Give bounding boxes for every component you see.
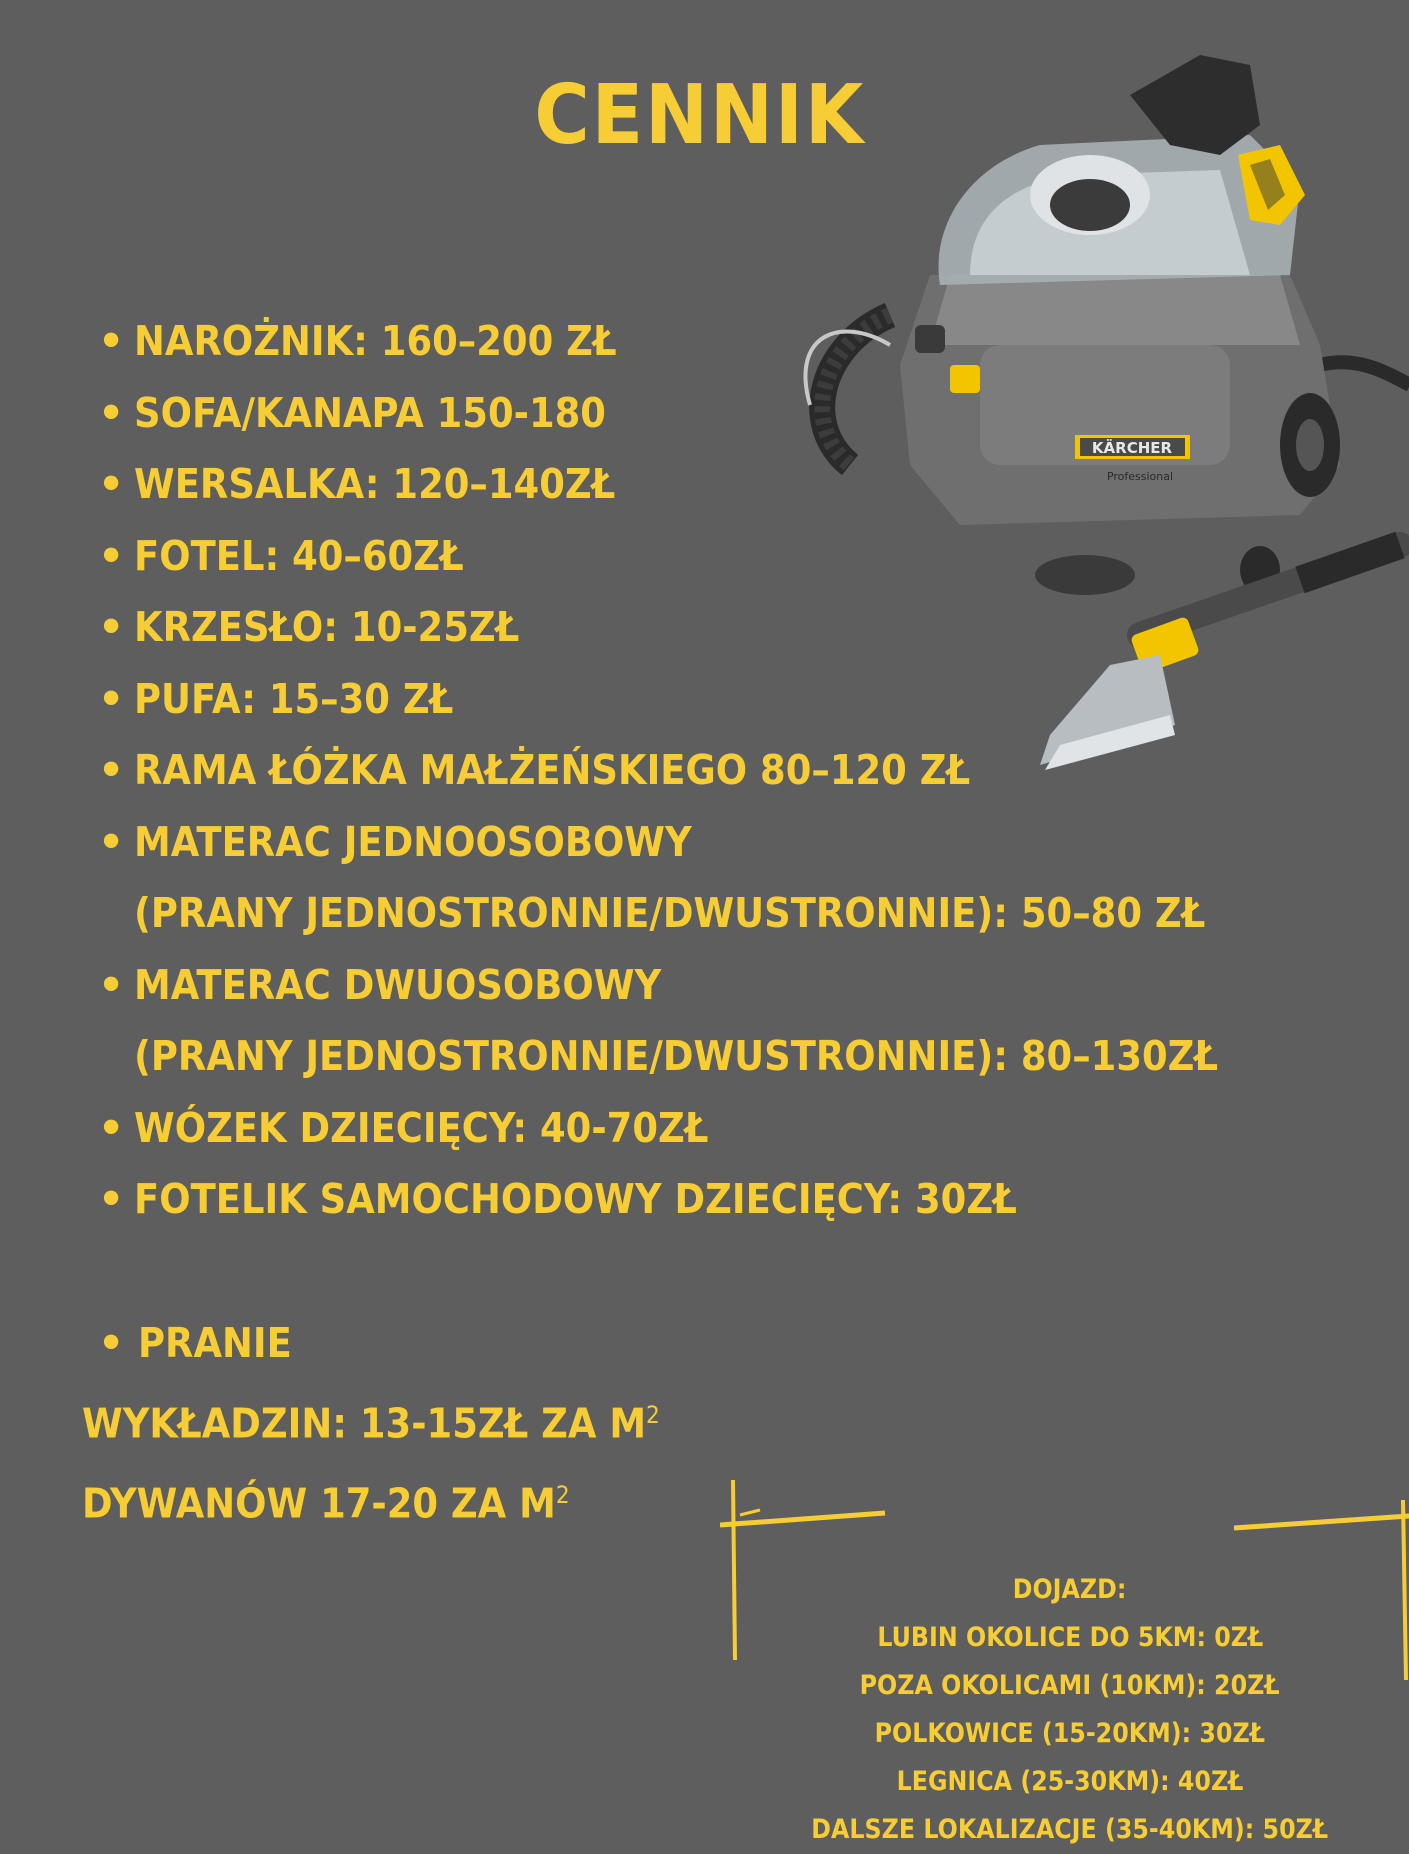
brand-label: KÄRCHER (1091, 439, 1173, 457)
list-item: • PUFA: 15–30 ZŁ (98, 664, 1339, 736)
travel-line: LEGNICA (25-30KM): 40ZŁ (896, 1766, 1244, 1797)
carpet-washing-section (82, 1308, 724, 1540)
list-item-continuation: (PRANY JEDNOSTRONNIE/DWUSTRONNIE): 80–130ZŁ (134, 1032, 1219, 1080)
travel-line: LUBIN OKOLICE DO 5KM: 0ZŁ (877, 1622, 1263, 1653)
karcher-cleaner-image (780, 45, 1409, 805)
list-item: • FOTEL: 40–60ZŁ (98, 521, 1339, 593)
travel-heading: DOJAZD: (1013, 1574, 1127, 1605)
carpet-line-dywanow: DYWANÓW 17-20 ZA $M^2$ (82, 1479, 570, 1528)
list-item: • KRZESŁO: 10-25ZŁ (98, 592, 1339, 664)
travel-costs-section (760, 1566, 1380, 1854)
carpet-line-wykladzin: WYKŁADZIN: 13-15ZŁ ZA $M^2$ (82, 1399, 660, 1448)
list-item: • MATERAC JEDNOOSOBOWY (98, 807, 1339, 879)
list-item: • WERSALKA: 120–140ZŁ (98, 449, 1339, 521)
page-title: CENNIK (534, 68, 865, 163)
list-item: • NAROŻNIK: 160–200 ZŁ (98, 306, 1339, 378)
list-item: • WÓZEK DZIECIĘCY: 40-70ZŁ (98, 1093, 1339, 1165)
product-line-label: Professional (1106, 470, 1174, 483)
list-item: • MATERAC DWUOSOBOWY (98, 950, 1339, 1022)
list-item-continuation: (PRANY JEDNOSTRONNIE/DWUSTRONNIE): 50–80 ZŁ (134, 889, 1206, 937)
list-item: • FOTELIK SAMOCHODOWY DZIECIĘCY: 30ZŁ (98, 1164, 1339, 1236)
travel-line: POZA OKOLICAMI (10KM): 20ZŁ (860, 1670, 1280, 1701)
carpet-heading: • PRANIE (82, 1308, 724, 1380)
list-item: • SOFA/KANAPA 150-180 (98, 378, 1339, 450)
list-item: • RAMA ŁÓŻKA MAŁŻEŃSKIEGO 80–120 ZŁ (98, 735, 1339, 807)
travel-line: POLKOWICE (15-20KM): 30ZŁ (874, 1718, 1266, 1749)
travel-line: DALSZE LOKALIZACJE (35-40KM): 50ZŁ (811, 1814, 1329, 1845)
